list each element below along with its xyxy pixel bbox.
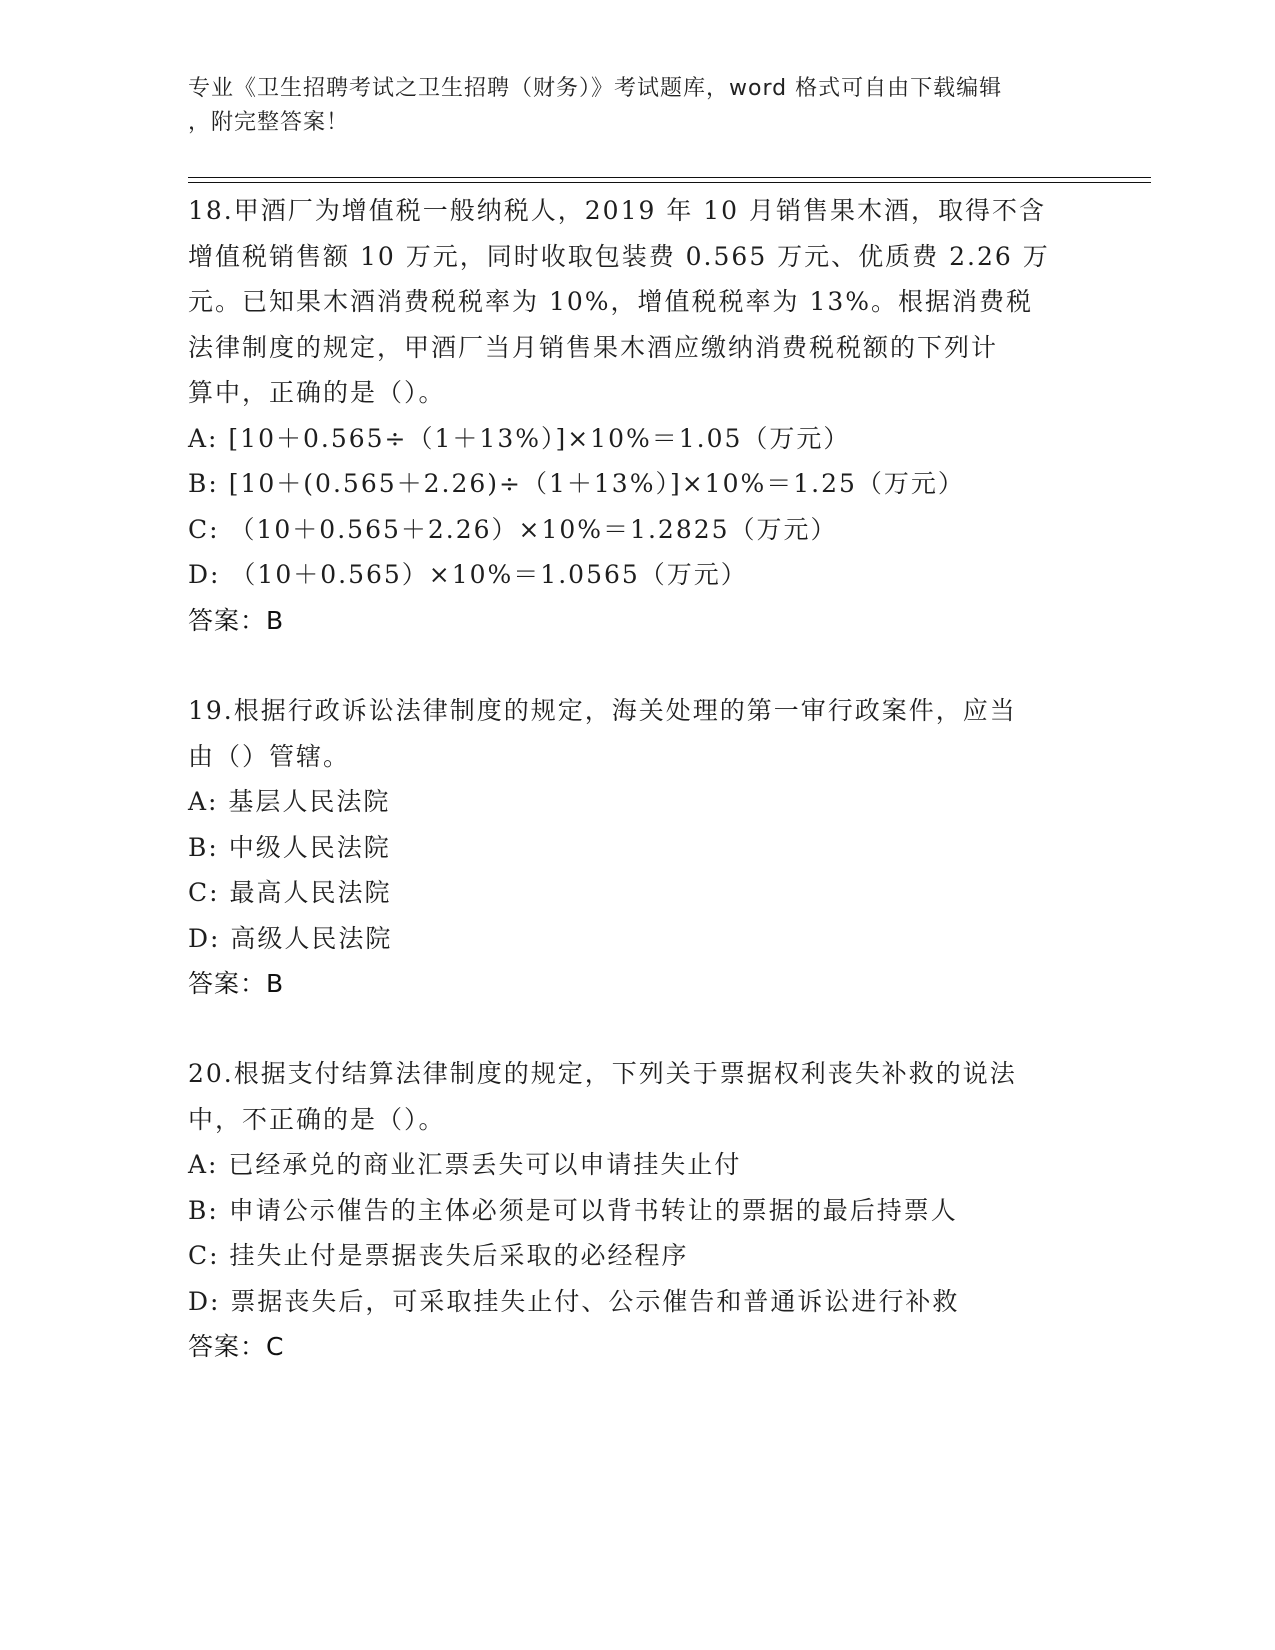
question-text-line: 由（）管辖。 (188, 741, 351, 771)
document-header (188, 72, 1068, 140)
question-text-line: 中，不正确的是（）。 (188, 1104, 446, 1134)
question-text-line: 元。已知果木酒消费税税率为 10%，增值税税率为 13%。根据消费税 (188, 287, 1034, 316)
option-b: B: 中级人民法院 (188, 832, 391, 862)
question-text-line: 18.甲酒厂为增值税一般纳税人，2019 年 10 月销售果木酒，取得不含 (188, 196, 1047, 225)
option-b: B: 申请公示催告的主体必须是可以背书转让的票据的最后持票人 (188, 1195, 958, 1225)
question-text-line: 法律制度的规定，甲酒厂当月销售果木酒应缴纳消费税税额的下列计 (188, 332, 999, 362)
option-b: B: [10＋(0.565＋2.26)÷（1＋13%）]×10%＝1.25（万元） (188, 469, 965, 498)
option-a: A: 基层人民法院 (188, 787, 391, 816)
option-d: D: 票据丧失后，可采取挂失止付、公示催告和普通诉讼进行补救 (188, 1286, 960, 1316)
header-divider-bottom (188, 182, 1151, 183)
option-d: D: 高级人民法院 (188, 923, 393, 953)
option-c: C: 最高人民法院 (188, 878, 392, 907)
option-c: C: 挂失止付是票据丧失后采取的必经程序 (188, 1241, 689, 1270)
option-c: C: （10＋0.565＋2.26）×10%＝1.2825（万元） (188, 514, 838, 544)
option-a: A: 已经承兑的商业汇票丢失可以申请挂失止付 (188, 1150, 742, 1179)
header-line-2: ，附完整答案！ (188, 110, 350, 135)
question-text-line: 20.根据支付结算法律制度的规定，下列关于票据权利丧失补救的说法 (188, 1059, 1017, 1088)
question-18 (188, 188, 1088, 643)
answer: 答案：B (188, 605, 285, 635)
option-d: D: （10＋0.565）×10%＝1.0565（万元） (188, 560, 748, 589)
answer: 答案：C (188, 1332, 285, 1361)
question-20 (188, 1051, 1088, 1370)
header-line-1: 专业《卫生招聘考试之卫生招聘（财务）》考试题库，word 格式可自由下载编辑 (188, 76, 1003, 101)
option-a: A: [10＋0.565÷（1＋13%）]×10%＝1.05（万元） (188, 423, 851, 453)
question-text-line: 算中，正确的是（）。 (188, 378, 446, 407)
question-19 (188, 688, 1088, 1007)
question-text-line: 增值税销售额 10 万元，同时收取包装费 0.565 万元、优质费 2.26 万 (188, 241, 1050, 271)
header-divider-top (188, 177, 1151, 178)
answer: 答案：B (188, 969, 285, 998)
question-text-line: 19.根据行政诉讼法律制度的规定，海关处理的第一审行政案件，应当 (188, 696, 1017, 725)
